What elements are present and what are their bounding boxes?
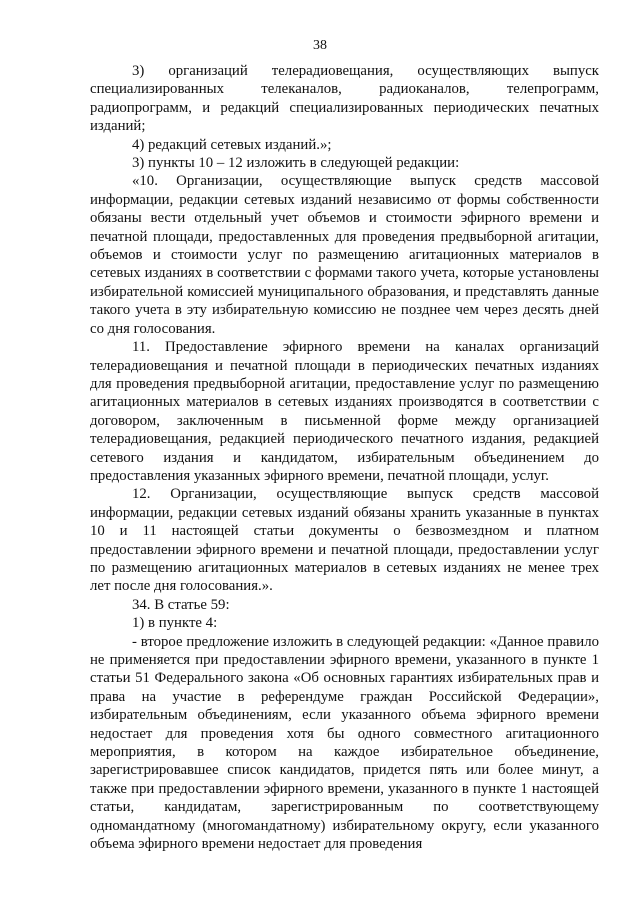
paragraph-point-4: 1) в пункте 4: [132,615,218,632]
paragraph-item-3: 3) организаций телерадиовещания, осуществляющих выпуск специализированных телеканалов, радиоканалов, телепрограмм, радиопрограмм, и редакций специализированных периодических печатных изданий; [90,63,599,135]
paragraph-point-11: 11. Предоставление эфирного времени на каналах организаций телерадиовещания и печатной площади в периодических печатных изданиях для проведения предвыборной агитации, предоставление услуг по размещению агитационных материалов в сетевых изданиях производятся в соответствии с договором, заключенным в письменной форме между организацией телерадиовещания, редакцией периодического печатного издания, редакцией сетевого издания и кандидатом, избирательным объединением до предоставления указанных эфирного времени, печатной площади, услуг. [90,339,599,484]
paragraph-points-10-12-header: 3) пункты 10 – 12 изложить в следующей редакции: [132,155,460,172]
paragraph-second-sentence: - второе предложение изложить в следующей редакции: «Данное правило не применяется при предоставлении эфирного времени, указанного в пункте 1 статьи 51 Федерального закона «Об основных гарантиях избирательных прав и права на участие в референдуме граждан Российской Федерации», избирательным объединениям, если указанного объема эфирного времени недостает для проведения хотя бы одного совместного агитационного мероприятия, в котором на каждое избирательное объединение, зарегистрировавшее список кандидатов, придется пять или более минут, а также при предоставлении эфирного времени, указанного в пункте 1 настоящей статьи, кандидатам, зарегистрированным по соответствующему одномандатному (многомандатному) избирательному округу, если указанного объема эфирного времени недостает для проведения [90,633,599,853]
page-number: 38 [313,38,327,53]
paragraph-item-4: 4) редакций сетевых изданий.»; [132,136,332,153]
paragraph-article-59: 34. В статье 59: [132,596,230,613]
paragraph-point-10: «10. Организации, осуществляющие выпуск средств массовой информации, редакции сетевых изданий независимо от формы собственности обязаны вести отдельный учет объемов и стоимости эфирного времени и печатной площади, предоставленных для проведения предвыборной агитации, объемов и стоимости услуг по размещению агитационных материалов в сетевых изданиях в соответствии с формами такого учета, которые установлены избирательной комиссией муниципального образования, и представлять данные такого учета в эту избирательную комиссию не позднее чем через десять дней со дня голосования. [90,173,599,337]
document-body [90,62,599,853]
paragraph-point-12: 12. Организации, осуществляющие выпуск средств массовой информации, редакции сетевых изданий обязаны хранить указанные в пунктах 10 и 11 настоящей статьи документы о безвозмездном и платном предоставлении эфирного времени и печатной площади, предоставлении услуг по размещению агитационных материалов в сетевых изданиях не менее трех лет после дня голосования.». [90,486,599,595]
